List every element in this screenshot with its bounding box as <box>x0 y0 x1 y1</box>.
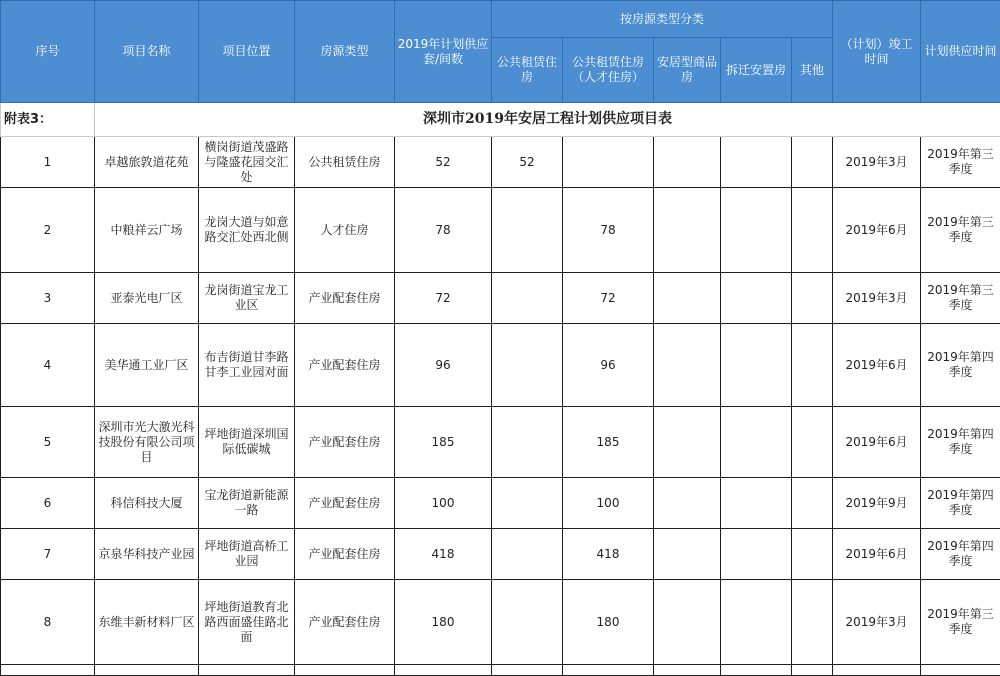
cell-talent-rental[interactable]: 96 <box>563 324 654 407</box>
cell-name[interactable]: 深圳市光大激光科技股份有限公司项目 <box>95 407 199 478</box>
table-title[interactable]: 深圳市2019年安居工程计划供应项目表 <box>95 103 1000 137</box>
cell-public-rental[interactable] <box>492 407 563 478</box>
cell-public-rental[interactable] <box>492 324 563 407</box>
header-seq[interactable]: 序号 <box>1 1 95 103</box>
cell-seq[interactable]: 1 <box>1 137 95 188</box>
cell-completion[interactable]: 2019年6月 <box>833 324 921 407</box>
cell-empty[interactable] <box>95 665 199 676</box>
cell-affordable-sale[interactable] <box>654 407 721 478</box>
cell-other[interactable] <box>792 137 833 188</box>
header-location[interactable]: 项目位置 <box>199 1 295 103</box>
header-talent-rental[interactable]: 公共租赁住房（人才住房） <box>563 38 654 103</box>
cell-supply-time[interactable]: 2019年第三季度 <box>921 273 1000 324</box>
cell-seq[interactable]: 8 <box>1 580 95 665</box>
cell-talent-rental[interactable] <box>563 137 654 188</box>
cell-completion[interactable]: 2019年6月 <box>833 529 921 580</box>
cell-completion[interactable]: 2019年6月 <box>833 188 921 273</box>
cell-completion[interactable]: 2019年6月 <box>833 407 921 478</box>
table-row <box>1 529 1000 580</box>
cell-resettlement[interactable] <box>721 324 792 407</box>
table-row <box>1 137 1000 188</box>
header-source-type[interactable]: 房源类型 <box>295 1 395 103</box>
cell-resettlement[interactable] <box>721 478 792 529</box>
cell-empty[interactable] <box>721 665 792 676</box>
header-row-1 <box>1 1 1000 38</box>
cell-resettlement[interactable] <box>721 188 792 273</box>
cell-source-type[interactable]: 产业配套住房 <box>295 580 395 665</box>
cell-planned-units[interactable]: 96 <box>395 324 492 407</box>
cell-planned-units[interactable]: 418 <box>395 529 492 580</box>
cell-location[interactable]: 布吉街道甘李路甘李工业园对面 <box>199 324 295 407</box>
cell-resettlement[interactable] <box>721 529 792 580</box>
cell-affordable-sale[interactable] <box>654 324 721 407</box>
cell-source-type[interactable]: 产业配套住房 <box>295 324 395 407</box>
cell-seq[interactable]: 2 <box>1 188 95 273</box>
cell-seq[interactable]: 7 <box>1 529 95 580</box>
cell-source-type[interactable]: 产业配套住房 <box>295 478 395 529</box>
cell-talent-rental[interactable]: 185 <box>563 407 654 478</box>
cell-resettlement[interactable] <box>721 273 792 324</box>
cell-completion[interactable]: 2019年3月 <box>833 137 921 188</box>
cell-seq[interactable]: 6 <box>1 478 95 529</box>
cell-source-type[interactable]: 产业配套住房 <box>295 529 395 580</box>
cell-empty[interactable] <box>792 665 833 676</box>
cell-other[interactable] <box>792 407 833 478</box>
cell-empty[interactable] <box>199 665 295 676</box>
cell-public-rental[interactable] <box>492 580 563 665</box>
table-row <box>1 407 1000 478</box>
cell-empty[interactable] <box>295 665 395 676</box>
header-category-group[interactable]: 按房源类型分类 <box>492 1 833 38</box>
header-completion[interactable]: （计划）竣工时间 <box>833 1 921 103</box>
cell-empty[interactable] <box>921 665 1000 676</box>
header-other[interactable]: 其他 <box>792 38 833 103</box>
cell-talent-rental[interactable]: 418 <box>563 529 654 580</box>
cell-supply-time[interactable]: 2019年第三季度 <box>921 137 1000 188</box>
header-name[interactable]: 项目名称 <box>95 1 199 103</box>
cell-name[interactable]: 京泉华科技产业园 <box>95 529 199 580</box>
cell-other[interactable] <box>792 580 833 665</box>
cell-other[interactable] <box>792 478 833 529</box>
cell-completion[interactable]: 2019年3月 <box>833 273 921 324</box>
cell-empty[interactable] <box>395 665 492 676</box>
cell-resettlement[interactable] <box>721 580 792 665</box>
cell-supply-time[interactable]: 2019年第四季度 <box>921 529 1000 580</box>
cell-public-rental[interactable]: 52 <box>492 137 563 188</box>
cell-other[interactable] <box>792 273 833 324</box>
cell-location[interactable]: 坪地街道深圳国际低碳城 <box>199 407 295 478</box>
header-supply-time[interactable]: 计划供应时间 <box>921 1 1000 103</box>
cell-public-rental[interactable] <box>492 188 563 273</box>
cell-affordable-sale[interactable] <box>654 188 721 273</box>
cell-empty[interactable] <box>833 665 921 676</box>
header-resettlement[interactable]: 拆迁安置房 <box>721 38 792 103</box>
cell-empty[interactable] <box>1 665 95 676</box>
cell-talent-rental[interactable]: 72 <box>563 273 654 324</box>
cell-location[interactable]: 龙岗街道宝龙工业区 <box>199 273 295 324</box>
cell-resettlement[interactable] <box>721 407 792 478</box>
cell-affordable-sale[interactable] <box>654 529 721 580</box>
table-row <box>1 478 1000 529</box>
cell-empty[interactable] <box>654 665 721 676</box>
cell-source-type[interactable]: 产业配套住房 <box>295 273 395 324</box>
cell-name[interactable]: 科信科技大厦 <box>95 478 199 529</box>
cell-name[interactable]: 中粮祥云广场 <box>95 188 199 273</box>
cell-resettlement[interactable] <box>721 137 792 188</box>
cell-planned-units[interactable]: 72 <box>395 273 492 324</box>
cell-completion[interactable]: 2019年3月 <box>833 580 921 665</box>
cell-name[interactable]: 东维丰新材料厂区 <box>95 580 199 665</box>
cell-source-type[interactable]: 公共租赁住房 <box>295 137 395 188</box>
cell-planned-units[interactable]: 180 <box>395 580 492 665</box>
cell-planned-units[interactable]: 100 <box>395 478 492 529</box>
cell-affordable-sale[interactable] <box>654 478 721 529</box>
cell-talent-rental[interactable]: 100 <box>563 478 654 529</box>
cell-location[interactable]: 龙岗大道与如意路交汇处西北侧 <box>199 188 295 273</box>
cell-supply-time[interactable]: 2019年第三季度 <box>921 188 1000 273</box>
cell-public-rental[interactable] <box>492 478 563 529</box>
table-row <box>1 580 1000 665</box>
cell-supply-time[interactable]: 2019年第四季度 <box>921 324 1000 407</box>
cell-empty[interactable] <box>492 665 563 676</box>
cell-location[interactable]: 横岗街道茂盛路与隆盛花园交汇处 <box>199 137 295 188</box>
cell-affordable-sale[interactable] <box>654 137 721 188</box>
cell-seq[interactable]: 5 <box>1 407 95 478</box>
cell-planned-units[interactable]: 52 <box>395 137 492 188</box>
cell-location[interactable]: 宝龙街道新能源一路 <box>199 478 295 529</box>
header-affordable-sale[interactable]: 安居型商品房 <box>654 38 721 103</box>
cell-affordable-sale[interactable] <box>654 580 721 665</box>
cell-supply-time[interactable]: 2019年第三季度 <box>921 580 1000 665</box>
cell-other[interactable] <box>792 529 833 580</box>
cell-name[interactable]: 美华通工业厂区 <box>95 324 199 407</box>
cell-empty[interactable] <box>563 665 654 676</box>
cell-talent-rental[interactable]: 78 <box>563 188 654 273</box>
cell-supply-time[interactable]: 2019年第四季度 <box>921 407 1000 478</box>
table-body <box>1 137 1000 676</box>
cell-name[interactable]: 卓越旅敦道花苑 <box>95 137 199 188</box>
table-row-partial <box>1 665 1000 676</box>
cell-name[interactable]: 亚泰光电厂区 <box>95 273 199 324</box>
cell-source-type[interactable]: 产业配套住房 <box>295 407 395 478</box>
cell-affordable-sale[interactable] <box>654 273 721 324</box>
cell-seq[interactable]: 4 <box>1 324 95 407</box>
cell-planned-units[interactable]: 185 <box>395 407 492 478</box>
cell-public-rental[interactable] <box>492 529 563 580</box>
header-public-rental[interactable]: 公共租赁住房 <box>492 38 563 103</box>
attachment-label[interactable]: 附表3： <box>1 103 95 137</box>
cell-public-rental[interactable] <box>492 273 563 324</box>
header-planned-units[interactable]: 2019年计划供应套/间数 <box>395 1 492 103</box>
table-row <box>1 188 1000 273</box>
title-row <box>1 103 1000 137</box>
cell-talent-rental[interactable]: 180 <box>563 580 654 665</box>
table-row <box>1 324 1000 407</box>
cell-other[interactable] <box>792 188 833 273</box>
cell-other[interactable] <box>792 324 833 407</box>
cell-source-type[interactable]: 人才住房 <box>295 188 395 273</box>
table-row <box>1 273 1000 324</box>
cell-location[interactable]: 坪地街道高桥工业园 <box>199 529 295 580</box>
cell-location[interactable]: 坪地街道教育北路西面盛佳路北面 <box>199 580 295 665</box>
cell-seq[interactable]: 3 <box>1 273 95 324</box>
cell-completion[interactable]: 2019年9月 <box>833 478 921 529</box>
cell-supply-time[interactable]: 2019年第四季度 <box>921 478 1000 529</box>
cell-planned-units[interactable]: 78 <box>395 188 492 273</box>
